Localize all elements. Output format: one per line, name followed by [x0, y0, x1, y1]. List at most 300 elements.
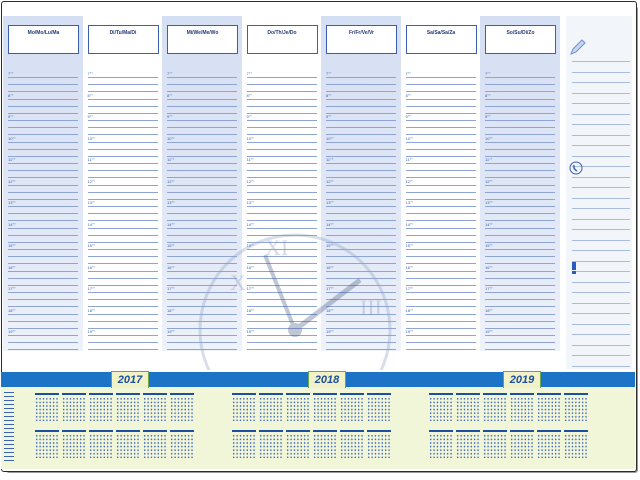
writing-line	[8, 142, 78, 143]
time-slot[interactable]	[8, 243, 78, 264]
writing-line	[88, 256, 158, 257]
day-header	[406, 25, 477, 54]
year-tab-2017	[111, 371, 149, 388]
writing-line	[326, 84, 396, 85]
time-slot[interactable]	[485, 329, 555, 350]
note-line	[572, 208, 630, 209]
month-days	[89, 434, 113, 458]
note-line	[572, 124, 630, 125]
writing-line	[406, 84, 476, 85]
hour-label: 17°°	[405, 286, 414, 291]
month-days	[232, 434, 256, 458]
month-header	[429, 393, 453, 395]
writing-line	[88, 228, 158, 229]
writing-line	[485, 99, 555, 100]
writing-line	[167, 149, 237, 150]
time-slot[interactable]	[485, 200, 555, 221]
writing-line	[8, 228, 78, 229]
time-slot[interactable]	[247, 93, 317, 114]
hour-label: 11°°	[405, 157, 413, 162]
writing-line	[406, 170, 476, 171]
writing-line	[88, 321, 158, 322]
time-slot[interactable]	[485, 136, 555, 157]
writing-line	[88, 142, 158, 143]
writing-line	[88, 299, 158, 300]
writing-line	[406, 185, 476, 186]
hour-label: 18°°	[246, 307, 255, 313]
hour-label: 9°°	[167, 114, 173, 119]
month-days	[367, 434, 391, 458]
hour-label: 12°°	[246, 178, 255, 184]
month-days	[116, 434, 140, 458]
time-slot[interactable]	[247, 200, 317, 221]
hour-label: 16°°	[485, 264, 493, 270]
writing-line	[485, 235, 555, 236]
month-days	[313, 397, 337, 421]
calendar-month	[35, 430, 59, 460]
writing-line	[8, 235, 78, 236]
month-days	[143, 397, 167, 421]
writing-line	[88, 292, 158, 293]
hour-label: 12°°	[326, 178, 334, 184]
calendar-month	[564, 430, 588, 460]
month-header	[143, 430, 167, 432]
month-days	[340, 397, 364, 421]
writing-line	[167, 99, 237, 100]
day-header	[247, 25, 318, 54]
month-header	[564, 393, 588, 395]
time-slot[interactable]	[167, 93, 237, 114]
writing-line	[485, 249, 555, 250]
writing-line	[88, 235, 158, 236]
hour-label: 17°°	[8, 286, 16, 291]
month-header	[313, 393, 337, 395]
note-line	[572, 72, 630, 73]
time-slot[interactable]	[8, 265, 78, 286]
time-slot[interactable]	[326, 157, 396, 178]
month-header	[89, 393, 113, 395]
month-header	[456, 393, 480, 395]
hour-label: 8°°	[326, 92, 332, 98]
writing-line	[326, 99, 396, 100]
hour-label: 13°°	[167, 200, 175, 205]
time-slot[interactable]	[88, 222, 158, 243]
year-tab-2019	[503, 371, 541, 388]
writing-line	[485, 349, 555, 350]
hour-label: 8°°	[8, 92, 14, 98]
calendar-month	[232, 393, 256, 423]
month-days	[510, 397, 534, 421]
time-slot[interactable]	[406, 93, 476, 114]
hour-label: 9°°	[485, 114, 491, 119]
time-slot[interactable]	[8, 329, 78, 350]
hour-label: 7°°	[167, 71, 173, 76]
time-slot[interactable]	[88, 329, 158, 350]
writing-line	[88, 77, 158, 78]
writing-line	[8, 149, 78, 150]
time-slot[interactable]	[485, 265, 555, 286]
time-slot[interactable]	[167, 157, 237, 178]
note-line	[572, 313, 630, 314]
writing-line	[326, 213, 396, 214]
hour-label: 13°°	[485, 200, 493, 205]
calendar-month	[564, 393, 588, 423]
hour-label: 7°°	[246, 71, 252, 76]
writing-line	[485, 149, 555, 150]
time-slot[interactable]	[88, 114, 158, 135]
time-slot[interactable]	[8, 308, 78, 329]
writing-line	[247, 163, 317, 164]
writing-line	[8, 299, 78, 300]
writing-line	[88, 170, 158, 171]
writing-line	[485, 185, 555, 186]
time-slot[interactable]	[406, 200, 476, 221]
writing-line	[167, 213, 237, 214]
time-slot[interactable]	[485, 71, 555, 92]
month-header	[340, 430, 364, 432]
calendar-month	[259, 393, 283, 423]
month-days	[286, 397, 310, 421]
month-header	[116, 393, 140, 395]
time-slot[interactable]	[406, 157, 476, 178]
month-header	[483, 393, 507, 395]
writing-line	[88, 185, 158, 186]
writing-line	[88, 335, 158, 336]
calendar-month	[456, 430, 480, 460]
time-slot[interactable]	[88, 308, 158, 329]
month-header	[483, 430, 507, 432]
hour-label: 18°°	[167, 307, 175, 313]
hour-label: 9°°	[87, 114, 93, 119]
note-line	[572, 271, 630, 272]
writing-line	[247, 192, 317, 193]
writing-line	[485, 84, 555, 85]
time-slot[interactable]	[88, 200, 158, 221]
time-slot[interactable]	[326, 114, 396, 135]
note-line	[572, 355, 630, 356]
calendar-month	[429, 430, 453, 460]
month-header	[259, 430, 283, 432]
writing-line	[485, 142, 555, 143]
hour-label: 14°°	[167, 221, 175, 227]
time-slot[interactable]	[8, 286, 78, 307]
calendar-month	[116, 430, 140, 460]
hour-label: 7°°	[87, 71, 93, 76]
month-days	[429, 434, 453, 458]
time-slot[interactable]	[88, 157, 158, 178]
hour-label: 8°°	[246, 92, 252, 98]
writing-line	[8, 127, 78, 128]
writing-line	[88, 163, 158, 164]
writing-line	[326, 127, 396, 128]
note-line	[572, 82, 630, 83]
month-days	[35, 434, 59, 458]
writing-line	[485, 127, 555, 128]
time-slot[interactable]	[485, 114, 555, 135]
writing-line	[247, 106, 317, 107]
writing-line	[406, 206, 476, 207]
time-slot[interactable]	[485, 157, 555, 178]
time-slot[interactable]	[247, 71, 317, 92]
time-slot[interactable]	[167, 200, 237, 221]
month-header	[537, 430, 561, 432]
time-slot[interactable]	[88, 179, 158, 200]
note-line	[572, 198, 630, 199]
writing-line	[247, 99, 317, 100]
day-header	[8, 25, 79, 54]
calendar-month	[510, 393, 534, 423]
writing-line	[326, 106, 396, 107]
hour-label: 14°°	[405, 221, 414, 227]
time-slot[interactable]	[485, 308, 555, 329]
hour-label: 10°°	[87, 135, 96, 141]
writing-line	[406, 213, 476, 214]
time-slot[interactable]	[485, 179, 555, 200]
writing-line	[167, 185, 237, 186]
time-slot[interactable]	[326, 179, 396, 200]
calendar-month	[429, 393, 453, 423]
hour-label: 7°°	[326, 71, 332, 76]
hour-label: 8°°	[167, 92, 173, 98]
day-header	[485, 25, 556, 54]
hour-label: 9°°	[326, 114, 332, 119]
hour-label: 16°°	[8, 264, 16, 270]
day-label: Do/Th/Je/Do	[267, 30, 297, 36]
hour-label: 17°°	[167, 286, 175, 291]
hour-label: 14°°	[8, 221, 16, 227]
hour-label: 16°°	[87, 264, 96, 270]
note-line	[572, 187, 630, 188]
calendar-month	[143, 393, 167, 423]
writing-line	[247, 77, 317, 78]
writing-line	[8, 170, 78, 171]
day-label: Fr/Fr/Ve/Vr	[348, 30, 374, 36]
writing-line	[88, 106, 158, 107]
time-slot[interactable]	[88, 136, 158, 157]
writing-line	[8, 77, 78, 78]
writing-line	[8, 349, 78, 350]
writing-line	[8, 249, 78, 250]
time-slot[interactable]	[8, 114, 78, 135]
calendar-month	[456, 393, 480, 423]
month-header	[537, 393, 561, 395]
note-line	[572, 103, 630, 104]
writing-line	[8, 335, 78, 336]
time-slot[interactable]	[326, 71, 396, 92]
hour-label: 14°°	[326, 221, 334, 227]
hour-label: 19°°	[405, 329, 414, 334]
hour-label: 12°°	[405, 178, 414, 184]
month-header	[232, 393, 256, 395]
hour-label: 17°°	[326, 286, 334, 291]
calendar-month	[340, 393, 364, 423]
month-days	[456, 434, 480, 458]
hour-label: 19°°	[8, 329, 16, 334]
writing-line	[88, 206, 158, 207]
writing-line	[167, 77, 237, 78]
month-days	[564, 397, 588, 421]
hour-label: 15°°	[167, 243, 175, 248]
hour-label: 10°°	[405, 135, 414, 141]
month-days	[510, 434, 534, 458]
month-days	[367, 397, 391, 421]
calendar-month	[340, 430, 364, 460]
hour-label: 17°°	[246, 286, 255, 291]
note-line	[572, 303, 630, 304]
hour-label: 13°°	[8, 200, 16, 205]
calendar-month	[510, 430, 534, 460]
time-slot[interactable]	[406, 114, 476, 135]
month-days	[313, 434, 337, 458]
writing-line	[8, 192, 78, 193]
month-days	[456, 397, 480, 421]
writing-line	[88, 278, 158, 279]
month-header	[116, 430, 140, 432]
month-header	[170, 430, 194, 432]
note-line	[572, 219, 630, 220]
time-slot[interactable]	[8, 200, 78, 221]
month-days	[259, 397, 283, 421]
time-slot[interactable]	[8, 93, 78, 114]
time-slot[interactable]	[485, 286, 555, 307]
writing-line	[406, 99, 476, 100]
hour-label: 14°°	[246, 221, 255, 227]
calendar-month	[143, 430, 167, 460]
note-line	[572, 135, 630, 136]
month-days	[286, 434, 310, 458]
month-days	[143, 434, 167, 458]
hour-label: 15°°	[485, 243, 493, 248]
writing-line	[326, 170, 396, 171]
writing-line	[406, 192, 476, 193]
writing-line	[8, 185, 78, 186]
writing-line	[485, 170, 555, 171]
writing-line	[247, 84, 317, 85]
hour-label: 7°°	[485, 71, 491, 76]
writing-line	[167, 142, 237, 143]
writing-line	[485, 321, 555, 322]
day-header	[167, 25, 238, 54]
hour-label: 19°°	[167, 329, 175, 334]
writing-line	[485, 299, 555, 300]
writing-line	[88, 271, 158, 272]
hour-label: 13°°	[246, 200, 255, 205]
hour-label: 8°°	[87, 92, 93, 98]
time-slot[interactable]	[247, 136, 317, 157]
month-days	[537, 434, 561, 458]
month-header	[510, 430, 534, 432]
hour-label: 7°°	[8, 71, 14, 76]
hour-label: 10°°	[326, 135, 334, 141]
time-slot[interactable]	[88, 243, 158, 264]
writing-line	[326, 149, 396, 150]
time-slot[interactable]	[8, 222, 78, 243]
calendar-month	[313, 393, 337, 423]
hour-label: 18°°	[87, 307, 96, 313]
time-slot[interactable]	[326, 136, 396, 157]
writing-line	[8, 278, 78, 279]
writing-line	[247, 206, 317, 207]
writing-line	[88, 99, 158, 100]
writing-line	[247, 213, 317, 214]
time-slot[interactable]	[485, 222, 555, 243]
note-line	[572, 61, 630, 62]
hour-label: 14°°	[485, 221, 493, 227]
time-slot[interactable]	[8, 136, 78, 157]
time-slot[interactable]	[8, 157, 78, 178]
hour-label: 7°°	[405, 71, 411, 76]
time-slot[interactable]	[406, 71, 476, 92]
writing-line	[88, 314, 158, 315]
writing-line	[88, 192, 158, 193]
writing-line	[485, 228, 555, 229]
day-label: So/Su/Di/Zo	[506, 30, 535, 36]
time-slot[interactable]	[88, 71, 158, 92]
time-slot[interactable]	[8, 179, 78, 200]
writing-line	[8, 271, 78, 272]
writing-line	[406, 149, 476, 150]
month-days	[116, 397, 140, 421]
hour-label: 12°°	[87, 178, 96, 184]
time-slot[interactable]	[167, 71, 237, 92]
writing-line	[8, 163, 78, 164]
time-slot[interactable]	[406, 136, 476, 157]
time-slot[interactable]	[247, 179, 317, 200]
note-line	[572, 282, 630, 283]
writing-line	[485, 314, 555, 315]
note-line	[572, 334, 630, 335]
hour-label: 18°°	[326, 307, 334, 313]
writing-line	[247, 170, 317, 171]
time-slot[interactable]	[485, 93, 555, 114]
month-header	[286, 393, 310, 395]
note-line	[572, 345, 630, 346]
writing-line	[167, 170, 237, 171]
writing-line	[485, 335, 555, 336]
time-slot[interactable]	[485, 243, 555, 264]
time-slot[interactable]	[88, 265, 158, 286]
month-header	[313, 430, 337, 432]
note-line	[572, 292, 630, 293]
writing-line	[406, 77, 476, 78]
time-slot[interactable]	[247, 157, 317, 178]
time-slot[interactable]	[167, 114, 237, 135]
time-slot[interactable]	[167, 136, 237, 157]
time-slot[interactable]	[326, 93, 396, 114]
day-header	[88, 25, 159, 54]
month-header	[62, 430, 86, 432]
year-label: 2018	[314, 374, 340, 386]
calendar-month	[286, 393, 310, 423]
time-slot[interactable]	[88, 93, 158, 114]
time-slot[interactable]	[326, 200, 396, 221]
note-line	[572, 156, 630, 157]
time-slot[interactable]	[247, 114, 317, 135]
time-slot[interactable]	[167, 179, 237, 200]
note-line	[572, 145, 630, 146]
month-header	[286, 430, 310, 432]
month-days	[429, 397, 453, 421]
writing-line	[485, 342, 555, 343]
time-slot[interactable]	[8, 71, 78, 92]
writing-line	[326, 185, 396, 186]
hour-label: 18°°	[485, 307, 493, 313]
writing-line	[485, 77, 555, 78]
time-slot[interactable]	[406, 179, 476, 200]
time-slot[interactable]	[88, 286, 158, 307]
month-header	[367, 393, 391, 395]
writing-line	[167, 106, 237, 107]
